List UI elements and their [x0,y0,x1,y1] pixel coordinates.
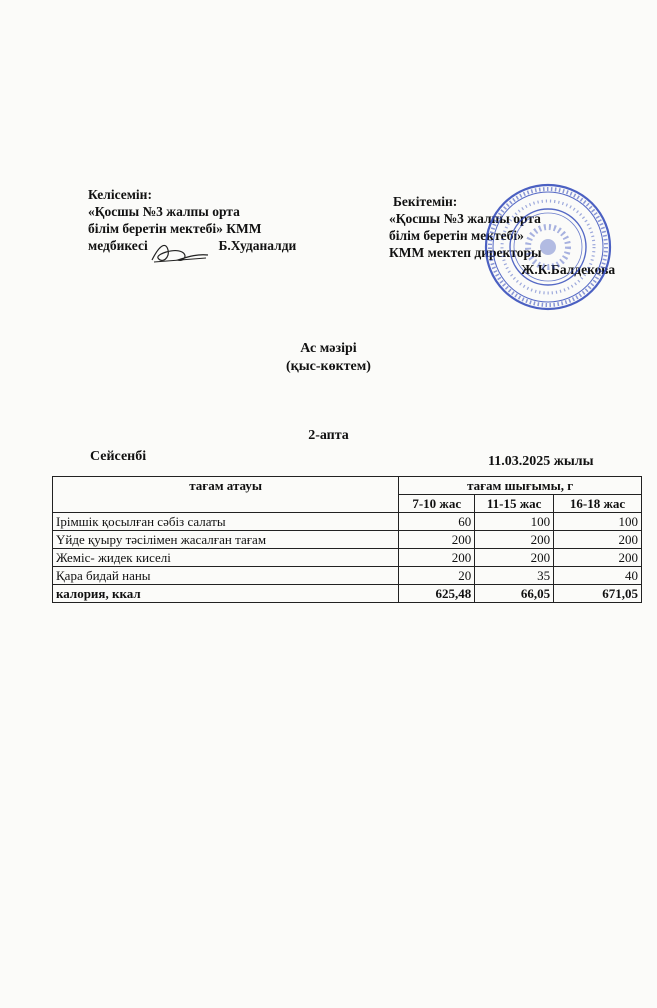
col-header-name: тағам атауы [53,477,399,513]
total-11-15: 66,05 [475,585,554,603]
yield-7-10: 60 [399,513,475,531]
yield-7-10: 200 [399,531,475,549]
dish-name: Жеміс- жидек киселі [53,549,399,567]
yield-11-15: 100 [475,513,554,531]
agreed-name: Б.Худаналди [218,238,297,253]
yield-16-18: 40 [554,567,642,585]
yield-7-10: 200 [399,549,475,567]
table-row [53,549,642,567]
day-label: Сейсенбі [90,449,147,464]
col-header-age-1: 7-10 жас [399,495,475,513]
table-total-row [53,585,642,603]
table-row [53,531,642,549]
table-header-row [53,477,642,495]
yield-7-10: 20 [399,567,475,585]
week-label: 2-апта [308,428,349,443]
agreed-org-line2: білім беретін мектебі» КММ [88,221,262,236]
approved-org-line1: «Қосшы №3 жалпы орта [389,211,541,226]
approved-name: Ж.К.Балдекова [521,262,616,277]
table-row [53,513,642,531]
yield-16-18: 200 [554,549,642,567]
total-7-10: 625,48 [399,585,475,603]
agreed-org-line1: «Қосшы №3 жалпы орта [88,204,240,219]
date-label: 11.03.2025 жылы [488,454,594,469]
approved-org-line2: білім беретін мектебі» [389,228,524,243]
col-header-age-3: 16-18 жас [554,495,642,513]
dish-name: Ірімшік қосылған сәбіз салаты [53,513,399,531]
col-header-yield: тағам шығымы, г [399,477,642,495]
table-row [53,567,642,585]
yield-16-18: 100 [554,513,642,531]
yield-16-18: 200 [554,531,642,549]
menu-title: Ас мәзірі [300,341,357,356]
agreed-role: медбикесі [88,238,148,253]
nurse-signature [148,238,210,268]
approved-role: КММ мектеп директоры [389,245,542,260]
approved-label: Бекітемін: [393,194,458,209]
agreed-label: Келісемін: [88,187,152,202]
menu-table [52,476,642,603]
yield-11-15: 200 [475,549,554,567]
yield-11-15: 35 [475,567,554,585]
total-16-18: 671,05 [554,585,642,603]
menu-season: (қыс-көктем) [286,359,371,374]
yield-11-15: 200 [475,531,554,549]
total-label: калория, ккал [53,585,399,603]
dish-name: Үйде қуыру тәсілімен жасалған тағам [53,531,399,549]
col-header-age-2: 11-15 жас [475,495,554,513]
official-stamp-icon [482,180,614,314]
dish-name: Қара бидай наны [53,567,399,585]
